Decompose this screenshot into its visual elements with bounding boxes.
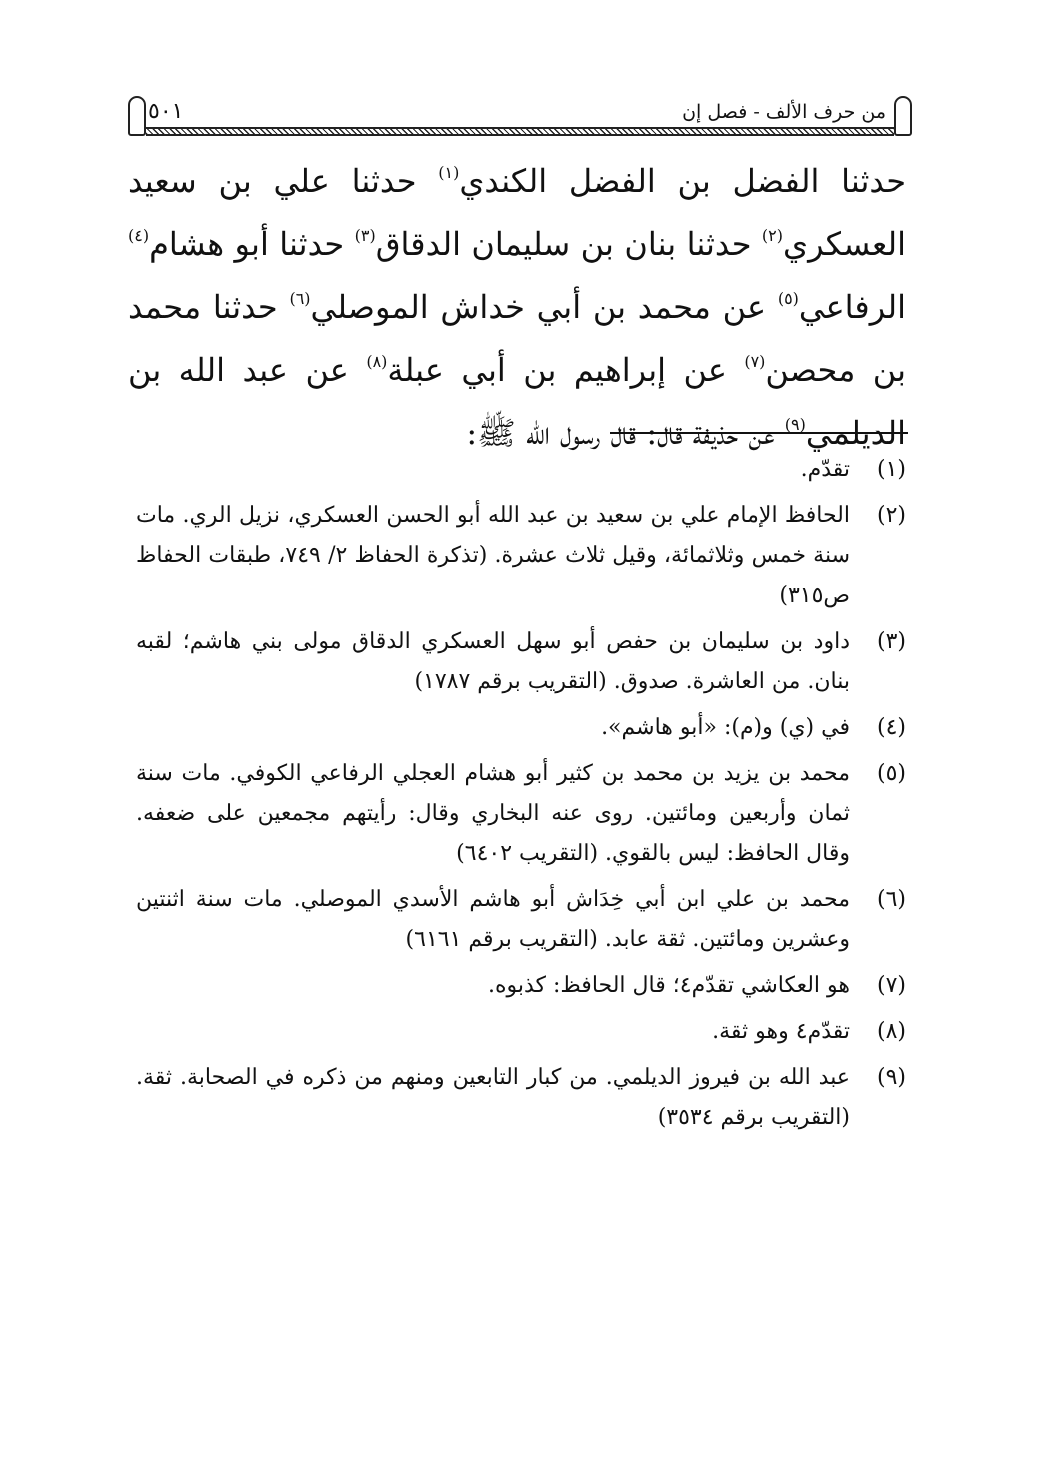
footnote-text: الحافظ الإمام علي بن سعيد بن عبد الله أبو الحسن العسكري، نزيل الري. مات سنة خمس وثلاثمائة، وقيل ثلاث عشرة. (تذكرة الحفاظ ٢/ ٧٤٩، طبقات الحفاظ ص٣١٥)	[136, 503, 851, 608]
footnote-9	[136, 1058, 906, 1138]
footnote-ref: (٥)	[777, 289, 799, 308]
footnote-1	[136, 450, 906, 490]
footnote-5	[136, 754, 906, 874]
running-header	[128, 96, 912, 140]
footnote-text: تقدّم.	[800, 457, 850, 482]
footnote-ref: (٧)	[744, 352, 766, 371]
footnote-2	[136, 496, 906, 616]
footnote-text: هو العكاشي تقدّم٤؛ قال الحافظ: كذبوه.	[487, 973, 850, 998]
footnote-number: (١)	[876, 457, 906, 482]
footnote-7	[136, 966, 906, 1006]
footnote-8	[136, 1012, 906, 1052]
page-number: ٥٠١	[148, 99, 184, 124]
footnotes-list	[136, 450, 906, 1144]
footnote-number: (٦)	[876, 887, 906, 912]
main-text-segment: عن عبد الله بن الديلمي	[128, 351, 906, 452]
footnote-ref: (٨)	[366, 352, 388, 371]
main-text	[128, 150, 906, 465]
header-ornament-left	[128, 96, 146, 136]
main-text-segment: الرفاعي	[798, 288, 907, 326]
footnote-text: محمد بن يزيد بن محمد بن كثير أبو هشام العجلي الرفاعي الكوفي. مات سنة ثمان وأربعين ومائتين. روى عنه البخاري وقال: رأيتهم مجمعين على ضعفه. وقال الحافظ: ليس بالقوي. (التقريب ٦٤٠٢)	[136, 761, 850, 866]
footnote-6	[136, 880, 906, 960]
header-decorative-rule	[146, 127, 894, 136]
footnote-number: (٩)	[876, 1065, 906, 1090]
footnote-text: تقدّم٤ وهو ثقة.	[712, 1019, 850, 1044]
footnote-text: محمد بن علي ابن أبي خِدَاش أبو هاشم الأسدي الموصلي. مات سنة اثنتين وعشرين ومائتين. ثقة عابد. (التقريب برقم ٦١٦١)	[136, 887, 850, 952]
footnote-ref: (٤)	[128, 226, 150, 245]
footnote-number: (٨)	[876, 1019, 906, 1044]
main-text-segment: حدثنا الفضل بن الفضل الكندي	[459, 162, 906, 200]
footnote-number: (٤)	[876, 715, 906, 740]
footnote-ref: (٣)	[354, 226, 376, 245]
footnote-number: (٢)	[876, 503, 906, 528]
footnote-4	[136, 708, 906, 748]
main-text-segment: عن حذيفة قال: قال رسول الله ﷺ:	[466, 414, 785, 452]
header-ornament-right	[894, 96, 912, 136]
footnote-number: (٧)	[876, 973, 906, 998]
footnote-ref: (٦)	[289, 289, 311, 308]
footnote-ref: (٩)	[784, 415, 806, 434]
footnote-ref: (٢)	[761, 226, 784, 245]
footnote-text: عبد الله بن فيروز الديلمي. من كبار التابعين ومنهم من ذكره في الصحابة. ثقة. (التقريب برقم ٣٥٣٤)	[136, 1065, 850, 1130]
main-text-segment: حدثنا علي بن سعيد العسكري	[128, 162, 907, 263]
main-text-segment: حدثنا أبو هشام	[149, 225, 355, 263]
footnote-number: (٣)	[876, 629, 906, 654]
footnote-text: داود بن سليمان بن حفص أبو سهل العسكري الدقاق مولى بني هاشم؛ لقبه بنان. من العاشرة. صدوق. (التقريب برقم ١٧٨٧)	[136, 629, 850, 694]
main-text-segment: عن إبراهيم بن أبي عبلة	[387, 351, 745, 389]
chapter-title: من حرف الألف - فصل إن	[682, 101, 886, 123]
main-text-segment: عن محمد بن أبي خداش الموصلي	[310, 288, 778, 326]
main-text-segment: حدثنا بنان بن سليمان الدقاق	[375, 225, 762, 263]
footnote-text: في (ي) و(م): «أبو هاشم».	[601, 715, 850, 740]
footnote-3	[136, 622, 906, 702]
main-text-segment: حدثنا محمد بن محصن	[128, 288, 907, 389]
footnote-ref: (١)	[438, 163, 460, 182]
footnote-number: (٥)	[876, 761, 906, 786]
footnote-separator	[610, 432, 908, 434]
